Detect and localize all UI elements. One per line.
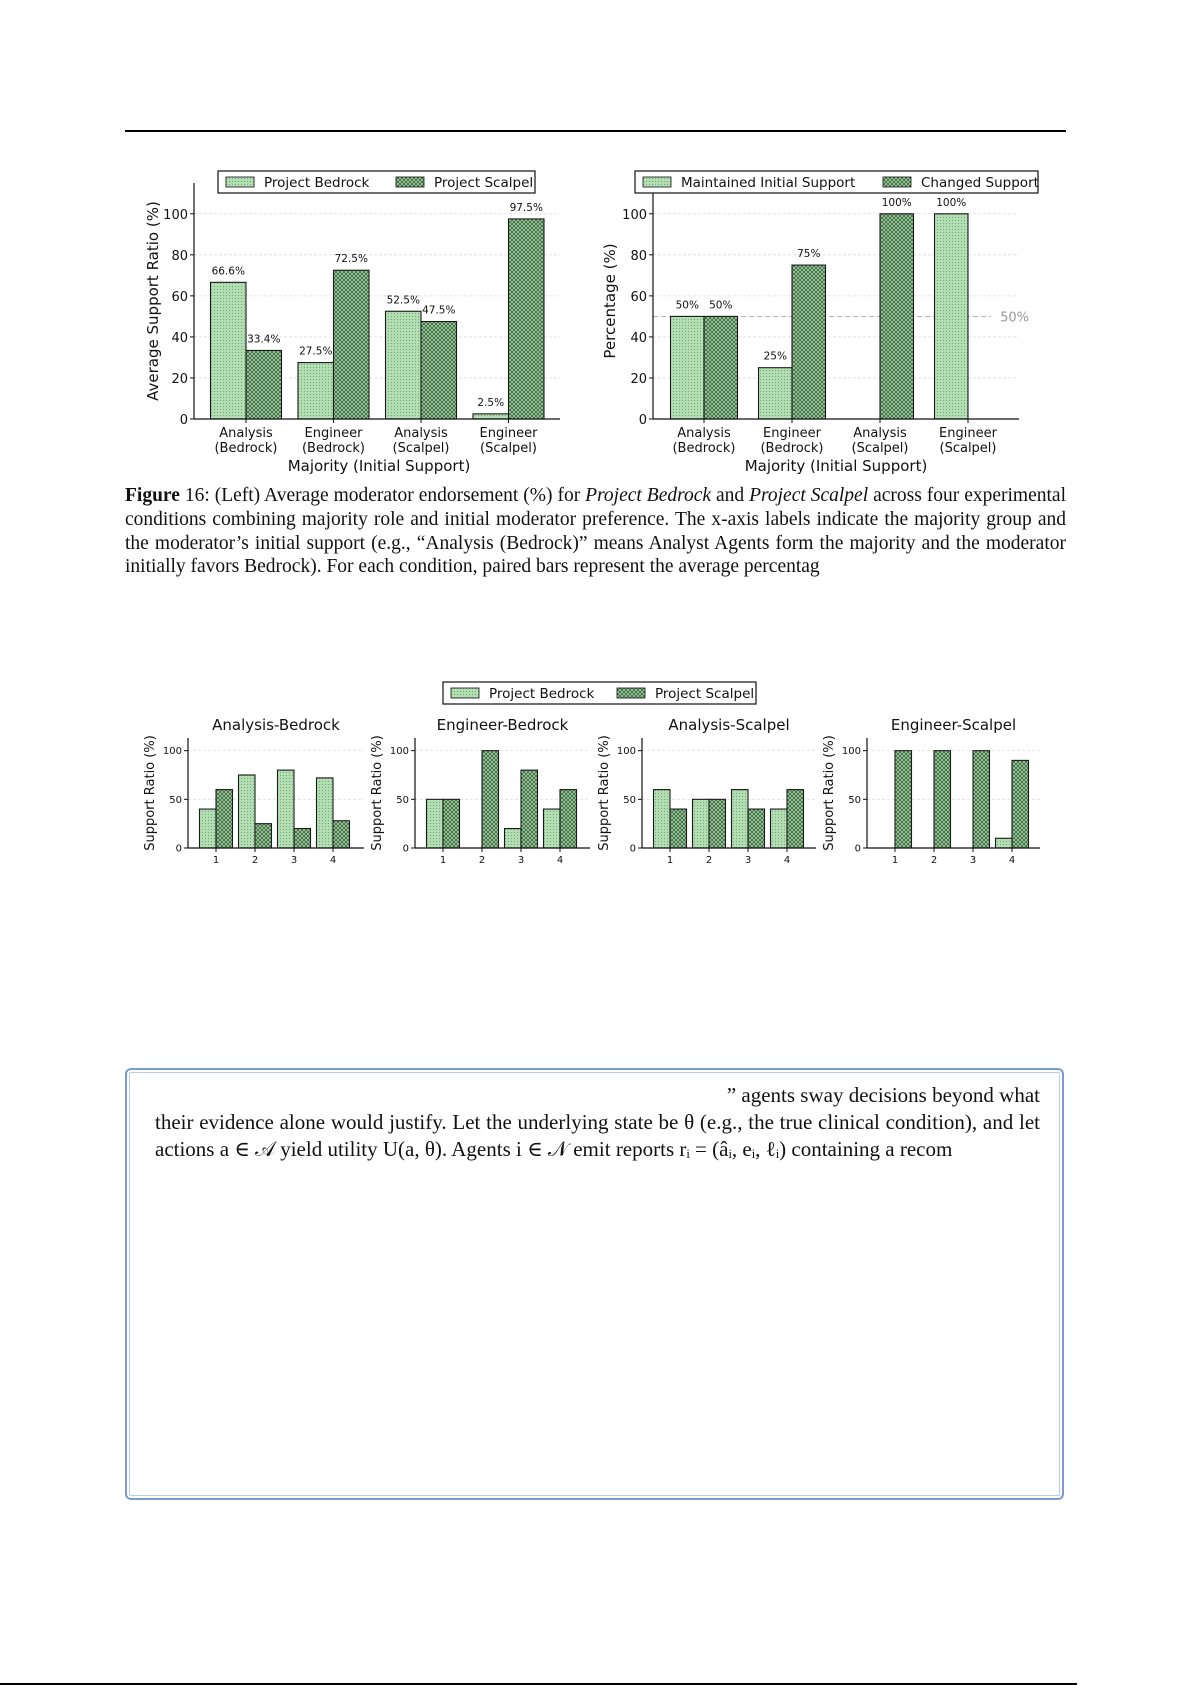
legend-swatch — [617, 688, 645, 698]
y-tick-label: 100 — [162, 746, 182, 758]
y-tick-label: 100 — [163, 207, 188, 223]
legend-swatch — [883, 177, 911, 187]
subplot-title: Engineer-Bedrock — [436, 716, 569, 734]
legend-label: Changed Support — [921, 175, 1039, 191]
subplot-analysis-bedrock — [143, 716, 364, 866]
x-tick-label: (Scalpel) — [939, 441, 997, 456]
subplot-title: Engineer-Scalpel — [890, 716, 1017, 734]
bar-project-scalpel — [255, 824, 272, 848]
x-tick-label: (Bedrock) — [301, 441, 366, 456]
x-tick-label: 3 — [290, 855, 298, 866]
bar-project-scalpel — [294, 829, 311, 848]
figure-caption — [125, 484, 1066, 579]
bar-project-scalpel — [895, 751, 912, 848]
bar-project-scalpel — [482, 751, 499, 848]
y-tick-label: 0 — [629, 843, 636, 855]
y-tick-label: 60 — [171, 289, 188, 305]
data-label: 33.4% — [247, 333, 281, 346]
data-label: 100% — [936, 196, 967, 209]
data-label: 27.5% — [299, 345, 333, 358]
legend-label: Project Bedrock — [264, 175, 370, 191]
x-tick-label: Analysis — [219, 426, 273, 441]
y-tick-label: 50 — [396, 794, 409, 806]
legend-swatch — [451, 688, 479, 698]
box-line-1: ” agents sway decisions beyond what — [726, 1083, 1040, 1107]
chart-left-support-ratio — [144, 171, 560, 475]
y-tick-label: 0 — [638, 413, 647, 428]
bar-project-bedrock — [473, 414, 509, 419]
y-tick-label: 100 — [616, 746, 636, 758]
subplot-engineer-bedrock — [370, 716, 590, 866]
definition-box — [125, 1068, 1064, 1500]
bar-project-scalpel — [443, 799, 460, 848]
bar-project-scalpel — [333, 821, 350, 848]
bar-project-bedrock — [654, 790, 671, 848]
bar-project-bedrock — [771, 809, 788, 848]
x-tick-label: 3 — [969, 855, 977, 866]
bar-project-scalpel — [509, 219, 545, 419]
x-axis-label: Majority (Initial Support) — [287, 457, 471, 475]
x-tick-label: 4 — [1008, 855, 1016, 866]
y-tick-label: 20 — [171, 371, 188, 387]
y-axis-label: Support Ratio (%) — [143, 735, 158, 851]
bar-project-scalpel — [787, 790, 804, 848]
y-tick-label: 0 — [854, 843, 861, 855]
x-tick-label: 2 — [705, 855, 713, 866]
x-tick-label: 2 — [251, 855, 259, 866]
small-legend — [443, 682, 756, 704]
bar-project-bedrock — [505, 829, 522, 848]
bar-maintained-initial-support — [759, 368, 793, 419]
bar-maintained-initial-support — [671, 316, 705, 419]
definition-text — [155, 1082, 1040, 1162]
bar-changed-support — [880, 214, 914, 419]
x-tick-label: 4 — [783, 855, 791, 866]
legend-swatch — [643, 177, 671, 187]
bar-project-bedrock — [386, 311, 422, 419]
data-label: 52.5% — [386, 294, 420, 307]
subplot-engineer-scalpel — [822, 716, 1040, 866]
bar-project-scalpel — [216, 790, 233, 848]
caption-text: 16: (Left) Average moderator endorsement (%) for — [179, 485, 586, 506]
bar-project-bedrock — [693, 799, 710, 848]
y-axis-label: Support Ratio (%) — [597, 735, 612, 851]
bar-project-scalpel — [670, 809, 687, 848]
x-tick-label: Analysis — [853, 426, 907, 441]
data-label: 50% — [709, 299, 733, 312]
bar-project-bedrock — [317, 778, 334, 848]
y-tick-label: 0 — [175, 843, 182, 855]
bar-project-bedrock — [278, 770, 295, 848]
y-axis-label: Average Support Ratio (%) — [144, 201, 162, 401]
legend-label: Project Bedrock — [489, 686, 595, 702]
x-tick-label: Engineer — [479, 426, 538, 441]
bar-project-scalpel — [521, 770, 538, 848]
box-paragraph: their evidence alone would justify. Let the underlying state be θ (e.g., the true clinical condition), and let actions a ∈ 𝒜 yield utility U(a, θ). Agents i ∈ 𝒩 emit reports rᵢ = (âᵢ, eᵢ, ℓᵢ) containing a recom — [155, 1109, 1040, 1161]
x-axis-label: Majority (Initial Support) — [744, 457, 928, 475]
subplot-title: Analysis-Bedrock — [212, 716, 340, 734]
bar-project-scalpel — [748, 809, 765, 848]
bar-project-bedrock — [211, 282, 247, 419]
legend-label: Project Scalpel — [655, 686, 755, 702]
bar-project-bedrock — [298, 363, 334, 419]
bar-project-scalpel — [1012, 760, 1029, 848]
y-tick-label: 80 — [630, 248, 647, 264]
caption-text: across four experimental conditions combining majority role and initial moderator preference. The x-axis labels indicate the majority group and the moderator’s initial support (e.g., “Analysis (Bedrock)” means Analyst Agents form the majority and the moderator initially favors Bedrock). For each condition, paired bars represent the average percentag — [125, 485, 1066, 578]
x-tick-label: 2 — [478, 855, 486, 866]
x-tick-label: 3 — [744, 855, 752, 866]
x-tick-label: Analysis — [677, 426, 731, 441]
y-axis-label: Support Ratio (%) — [370, 735, 385, 851]
y-tick-label: 40 — [171, 330, 188, 346]
caption-emphasis: Project Bedrock — [585, 485, 712, 506]
y-axis-label: Percentage (%) — [601, 243, 619, 359]
y-tick-label: 0 — [179, 413, 188, 428]
x-tick-label: 1 — [666, 855, 674, 866]
y-tick-label: 50 — [623, 794, 636, 806]
y-tick-label: 40 — [630, 330, 647, 346]
bar-project-scalpel — [560, 790, 577, 848]
bar-project-scalpel — [709, 799, 726, 848]
y-tick-label: 100 — [841, 746, 861, 758]
x-tick-label: (Scalpel) — [851, 441, 909, 456]
x-tick-label: (Bedrock) — [672, 441, 736, 456]
y-tick-label: 80 — [171, 248, 188, 264]
x-tick-label: Engineer — [763, 426, 821, 441]
y-tick-label: 100 — [389, 746, 409, 758]
x-tick-label: Engineer — [939, 426, 997, 441]
legend-label: Maintained Initial Support — [681, 175, 856, 191]
bar-project-scalpel — [246, 350, 282, 419]
data-label: 100% — [881, 196, 912, 209]
bar-changed-support — [792, 265, 826, 419]
bar-project-scalpel — [973, 751, 990, 848]
data-label: 2.5% — [477, 396, 505, 409]
y-axis-label: Support Ratio (%) — [822, 735, 837, 851]
x-tick-label: 4 — [556, 855, 564, 866]
bar-maintained-initial-support — [935, 214, 969, 419]
bar-project-scalpel — [421, 322, 457, 419]
data-label: 47.5% — [422, 304, 456, 317]
subplot-title: Analysis-Scalpel — [668, 716, 790, 734]
data-label: 75% — [797, 248, 821, 261]
bar-project-scalpel — [334, 270, 370, 419]
bar-project-bedrock — [732, 790, 749, 848]
data-label: 66.6% — [211, 265, 245, 278]
data-label: 25% — [763, 350, 787, 363]
x-tick-label: 1 — [212, 855, 220, 866]
caption-emphasis: Project Scalpel — [749, 485, 869, 506]
x-tick-label: 4 — [329, 855, 337, 866]
x-tick-label: Engineer — [304, 426, 363, 441]
legend-swatch — [396, 177, 424, 187]
y-tick-label: 50 — [848, 794, 861, 806]
y-tick-label: 60 — [630, 289, 647, 305]
x-tick-label: (Scalpel) — [480, 441, 537, 456]
bar-project-bedrock — [427, 799, 444, 848]
bar-project-bedrock — [996, 838, 1013, 848]
bar-changed-support — [704, 316, 738, 419]
bar-project-bedrock — [200, 809, 217, 848]
caption-label: Figure — [125, 485, 180, 506]
bar-project-bedrock — [544, 809, 561, 848]
caption-text: and — [711, 485, 750, 506]
bar-project-scalpel — [934, 751, 951, 848]
chart-right-percentage — [601, 171, 1039, 475]
data-label: 50% — [675, 299, 699, 312]
reference-line-label: 50% — [1000, 310, 1029, 326]
subplot-analysis-scalpel — [597, 716, 816, 866]
x-tick-label: 1 — [891, 855, 899, 866]
y-tick-label: 0 — [402, 843, 409, 855]
x-tick-label: (Bedrock) — [214, 441, 278, 456]
data-label: 72.5% — [334, 253, 368, 266]
bar-project-bedrock — [239, 775, 256, 848]
x-tick-label: 1 — [439, 855, 447, 866]
x-tick-label: (Scalpel) — [392, 441, 450, 456]
x-tick-label: 3 — [517, 855, 525, 866]
y-tick-label: 50 — [169, 794, 182, 806]
chart-small-multiples — [143, 682, 1040, 866]
y-tick-label: 20 — [630, 371, 647, 387]
data-label: 97.5% — [509, 201, 543, 214]
x-tick-label: Analysis — [394, 426, 448, 441]
x-tick-label: 2 — [930, 855, 938, 866]
y-tick-label: 100 — [622, 207, 647, 223]
legend-label: Project Scalpel — [434, 175, 534, 191]
x-tick-label: (Bedrock) — [760, 441, 824, 456]
legend-swatch — [226, 177, 254, 187]
